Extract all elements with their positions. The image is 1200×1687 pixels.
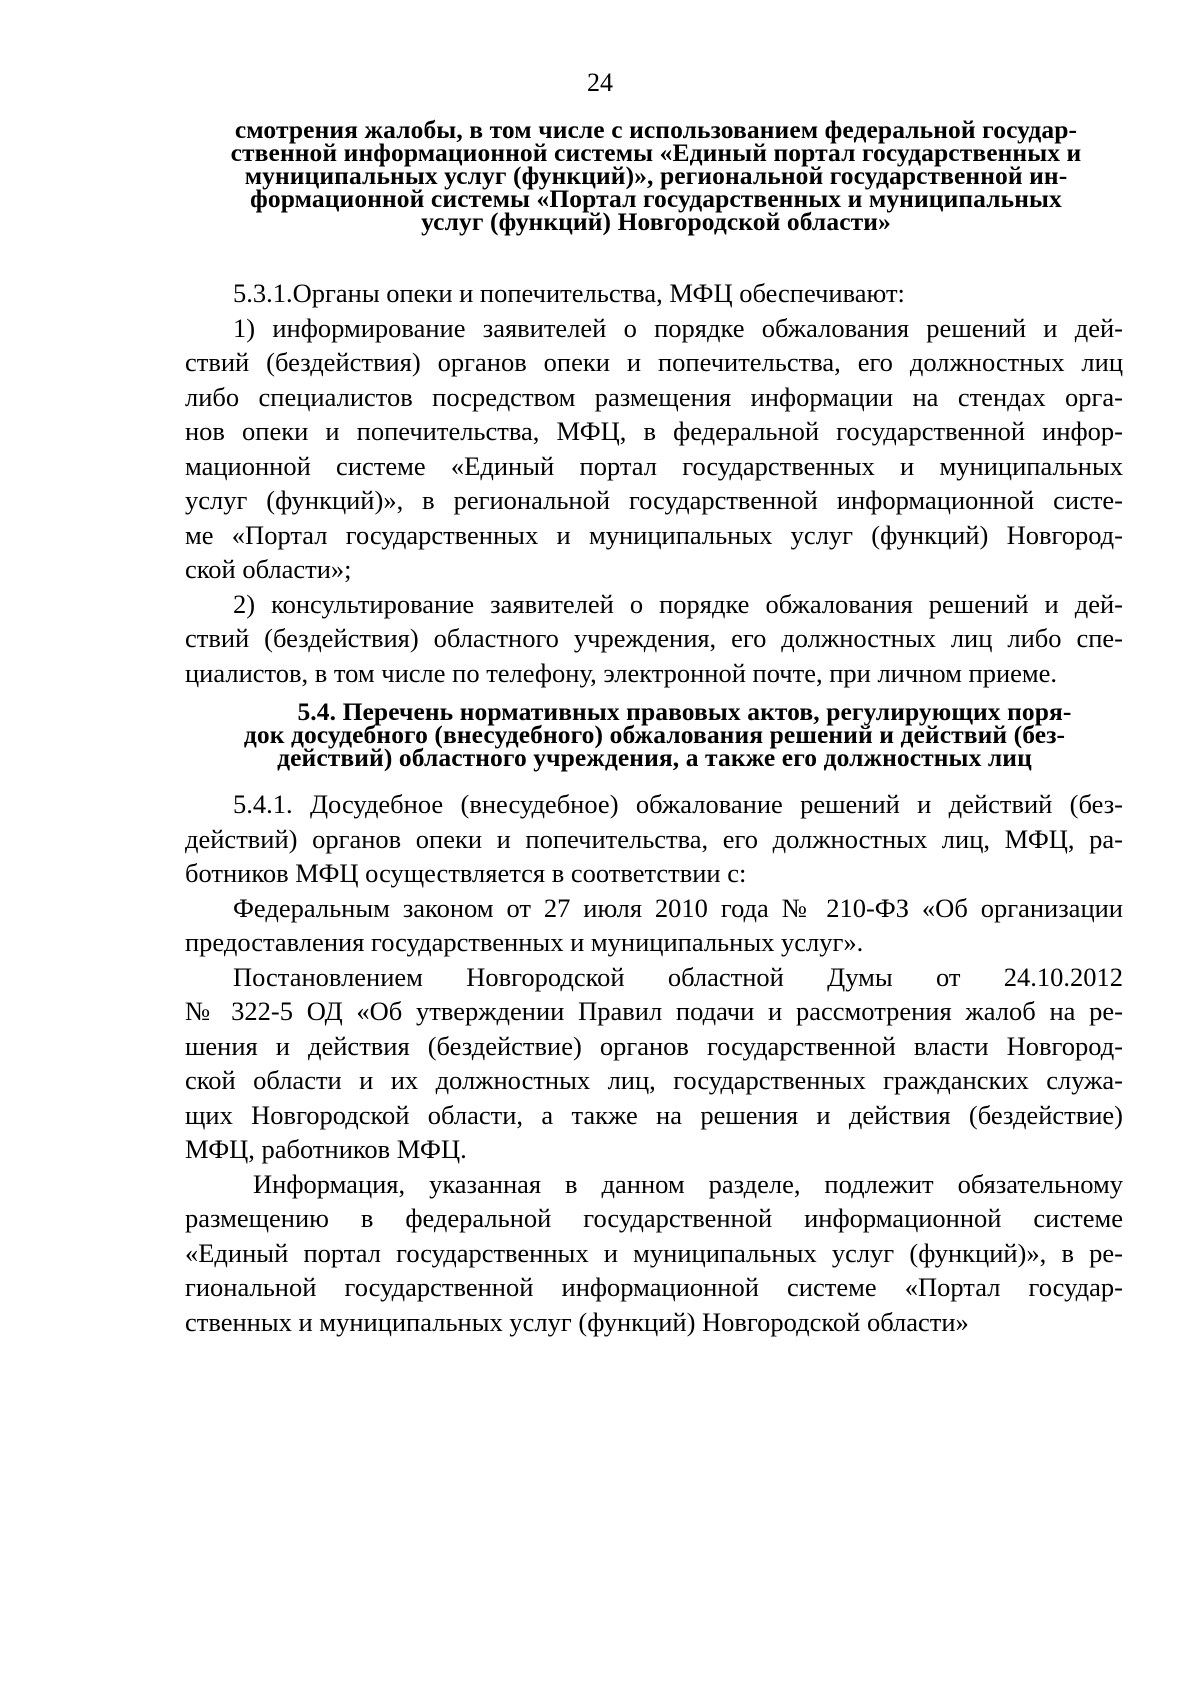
text-line: нов опеки и попечительства, МФЦ, в федеральной государственной инфор- (185, 416, 1123, 446)
page-number: 24 (587, 68, 613, 97)
heading-line: формационной системы «Портал государственных и муниципальных (250, 184, 1062, 213)
text-line: ствий (бездействия) органов опеки и попечительства, его должностных лиц (185, 347, 1123, 377)
text-line: ме «Портал государственных и муниципальных услуг (функций) Новгород- (185, 519, 1123, 550)
text-line: ской области и их должностных лиц, государственных гражданских служа- (185, 1065, 1123, 1095)
text-line: ствий (бездействия) областного учреждения, его должностных лиц либо спе- (185, 623, 1123, 653)
paragraph-information (185, 1167, 1123, 1340)
text-line: ственных и муниципальных услуг (функций) Новгородской области» (185, 1306, 969, 1337)
paragraph-5-3-1-intro: 5.3.1.Органы опеки и попечительства, МФЦ обеспечивают: (233, 278, 905, 308)
heading-line: услуг (функций) Новгородской области» (421, 207, 891, 236)
heading-line: ственной информационной системы «Единый портал государственных и (230, 138, 1082, 167)
text-line: 5.4.1. Досудебное (внесудебное) обжалование решений и действий (без- (233, 789, 1123, 819)
text-line: щих Новгородской области, а также на решения и действия (бездействие) (185, 1099, 1123, 1130)
text-line: Информация, указанная в данном разделе, подлежит обязательному (253, 1168, 1123, 1199)
text-line: шения и действия (бездействие) органов государственной власти Новгород- (185, 1030, 1123, 1061)
heading-line: 5.4. Перечень нормативных правовых актов, регулирующих поря- (297, 697, 1072, 726)
text-line: гиональной государственной информационной системе «Портал государ- (185, 1272, 1123, 1302)
text-line: размещению в федеральной государственной информационной системе (185, 1203, 1123, 1233)
heading-line: действий) областного учреждения, а также его должностных лиц (277, 743, 1032, 772)
section-5-4-1-body (185, 787, 1123, 1339)
paragraph-item-1 (185, 311, 1123, 587)
text-line: Постановлением Новгородской областной Думы от 24.10.2012 (233, 961, 1123, 992)
text-line: МФЦ, работников МФЦ. (185, 1134, 467, 1164)
text-line: либо специалистов посредством размещения информации на стендах орга- (185, 381, 1123, 412)
text-line: ботников МФЦ осуществляется в соответствии с: (185, 858, 747, 888)
paragraph-item-2 (185, 587, 1123, 691)
text-line: циалистов, в том числе по телефону, электронной почте, при личном приеме. (185, 657, 1058, 688)
text-line: ской области»; (185, 554, 352, 584)
heading-line: смотрения жалобы, в том числе с использованием федеральной государ- (234, 115, 1078, 144)
text-line: услуг (функций)», в региональной государственной информационной систе- (185, 485, 1123, 515)
section-heading-5-3 (186, 115, 1126, 236)
section-5-3-1-body (185, 276, 1123, 690)
text-line: мационной системе «Единый портал государственных и муниципальных (185, 450, 1123, 481)
text-line: № 322-5 ОД «Об утверждении Правил подачи и рассмотрения жалоб на ре- (185, 996, 1123, 1026)
text-line: действий) органов опеки и попечительства, его должностных лиц, МФЦ, ра- (185, 823, 1123, 854)
heading-line: муниципальных услуг (функций)», региональной государственной ин- (244, 161, 1068, 190)
text-line: 2) консультирование заявителей о порядке обжалования решений и дей- (233, 588, 1123, 619)
text-line: «Единый портал государственных и муниципальных услуг (функций)», в ре- (185, 1237, 1123, 1268)
paragraph-resolution (185, 960, 1123, 1167)
text-line: предоставления государственных и муниципальных услуг». (185, 927, 864, 957)
section-heading-5-4 (182, 697, 1127, 772)
text-line: 1) информирование заявителей о порядке обжалования решений и дей- (233, 312, 1123, 343)
text-line: Федеральным законом от 27 июля 2010 года № 210-ФЗ «Об организации (233, 892, 1123, 923)
heading-line: док досудебного (внесудебного) обжалования решений и действий (без- (243, 720, 1066, 749)
paragraph-5-4-1 (185, 787, 1123, 891)
paragraph-federal-law (185, 891, 1123, 960)
